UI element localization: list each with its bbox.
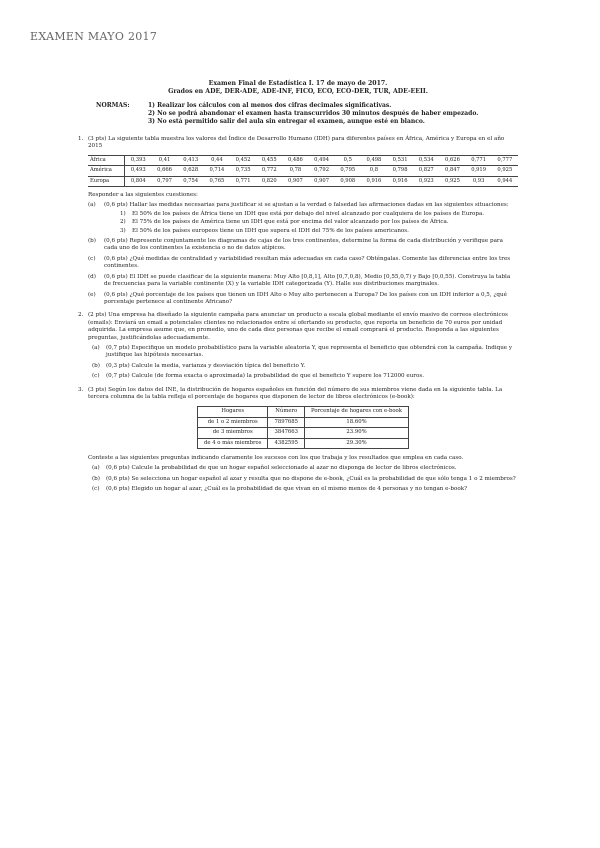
norms-block (96, 102, 518, 126)
part-label: (b) (88, 238, 96, 245)
part-label: (b) (92, 362, 100, 369)
table-cell: 0,666 (151, 166, 177, 176)
table-cell: 0,754 (178, 176, 204, 186)
question-intro: (2 pts) Una empresa ha diseñado la siguiente campaña para anunciar un producto a escala global mediante el envío masivo de correos electrónicos (emails): Enviará un email a potenciales clientes no relacionados entre sí ofertando su producto, que reporta un beneficio de 70 euros por unidad adquirida. La empresa asume que, en promedio, uno de cada diez personas que recibe el email comprará el producto. Responda a las siguientes preguntas, justificándolas adecuadamente. (88, 312, 508, 341)
part-text: (0,6 pts) Hallar las medidas necesarias para justificar si se ajustan a la verdad o falsedad las afirmaciones dadas en las siguientes situaciones: (104, 202, 509, 209)
table-cell: 0,44 (204, 155, 230, 165)
question-part (92, 465, 518, 472)
table-cell: 0,795 (335, 166, 361, 176)
table-row (88, 166, 518, 176)
table-cell: 0,923 (413, 176, 439, 186)
answer-prompt: Responder a las siguientes cuestiones: (88, 192, 198, 199)
table-cell: 0,765 (204, 176, 230, 186)
table-cell: 0,908 (335, 176, 361, 186)
part-text: (0,7 pts) Especifique un modelo probabilístico para la variable aleatoria Y, que representa el beneficio que obtendrá con la campaña. Indique y justifique las hipótesis necesarias. (106, 344, 513, 359)
part-body (104, 292, 518, 307)
page-header: EXAMEN MAYO 2017 (30, 30, 158, 43)
part-text: (0,6 pts) Se selecciona un hogar español al azar y resulta que no dispone de e-book, ¿Cuál es la probabilidad de que sólo tenga 1 o 2 miembros? (106, 475, 516, 482)
table-cell-region: África (88, 155, 125, 165)
norm-item: 1) Realizar los cálculos con al menos dos cifras decimales significativas. (148, 102, 392, 109)
table-cell: 0,777 (492, 155, 518, 165)
table-cell: 18.60% (305, 417, 409, 427)
answer-prompt: Conteste a las siguientes preguntas indicando claramente los sucesos con los que trabaja y los resultados que emplea en cada caso. (88, 455, 464, 461)
part-text: (0,6 pts) ¿Qué medidas de centralidad y variabilidad resultan más adecuadas en cada caso? Obténgalas. Comente las diferencias entre los tres continentes. (104, 255, 511, 270)
table-row (198, 417, 409, 427)
sub-text: El 50% de los países de África tiene un IDH que está por debajo del nivel alcanzado por cualquiera de los países de Europa. (132, 210, 485, 217)
part-body (104, 274, 518, 289)
table-row (198, 438, 409, 448)
table-cell: 0,41 (151, 155, 177, 165)
table-cell: de 1 o 2 miembros (198, 417, 268, 427)
sub-statement (120, 228, 518, 235)
table-cell: 0,919 (466, 166, 492, 176)
part-text: (0,6 pts) Calcule la probabilidad de que un hogar español seleccionado al azar no disponga de lector de libros electrónicos. (106, 465, 457, 472)
part-label: (a) (92, 344, 100, 351)
exam-title: Examen Final de Estadística I. 17 de mayo de 2017. (208, 80, 388, 87)
table-cell: 0,792 (309, 166, 335, 176)
question-part (88, 238, 518, 253)
table-header-row (198, 407, 409, 417)
table-cell: 0,916 (361, 176, 387, 186)
question-number: 1. (78, 136, 84, 142)
table-cell: de 4 o más miembros (198, 438, 268, 448)
part-label: (b) (92, 475, 100, 482)
table-cell: 0,925 (439, 176, 465, 186)
table-cell: 0,714 (204, 166, 230, 176)
question-part (88, 202, 518, 235)
table-row (198, 428, 409, 438)
table-cell: 0,626 (439, 155, 465, 165)
part-label: (d) (88, 273, 96, 280)
table-cell: 4382595 (268, 438, 305, 448)
table-cell: 0,493 (125, 166, 152, 176)
table-row (88, 155, 518, 165)
question-part (88, 274, 518, 289)
part-body (104, 238, 518, 253)
question-part (92, 486, 518, 493)
question-1 (78, 136, 518, 306)
question-3 (78, 387, 518, 494)
part-label: (c) (92, 486, 100, 493)
table-cell: 0,772 (256, 166, 282, 176)
part-label: (e) (88, 291, 96, 298)
table-header-cell: Porcentaje de hogares con e-book (305, 407, 409, 417)
table-cell: 0,771 (230, 176, 256, 186)
question-number: 3. (78, 386, 84, 393)
table-cell: 0,494 (309, 155, 335, 165)
table-cell: 0,804 (125, 176, 152, 186)
table-cell: 0,413 (178, 155, 204, 165)
table-cell: 0,798 (387, 166, 413, 176)
table-cell: 0,907 (309, 176, 335, 186)
question-part (92, 345, 518, 360)
table-cell: 0,628 (178, 166, 204, 176)
part-label: (c) (88, 255, 96, 262)
part-body (104, 256, 518, 271)
sub-label: 3) (120, 227, 126, 234)
part-text: (0,6 pts) Represente conjuntamente los diagramas de cajas de los tres continentes, determine la forma de cada distribución y verifique para cada uno de los continentes la existencia o no de datos atípicos. (104, 238, 503, 252)
table-cell: 0,534 (413, 155, 439, 165)
table-header-cell: Hogares (198, 407, 268, 417)
table-cell: 0,8 (361, 166, 387, 176)
table-cell-region: Europa (88, 176, 125, 186)
part-text: (0,7 pts) Calcule (de forma exacta o aproximada) la probabilidad de que el beneficio Y supere los 712000 euros. (106, 373, 424, 380)
part-label: (a) (92, 465, 100, 472)
table-cell-region: América (88, 166, 125, 176)
table-cell: de 3 miembros (198, 428, 268, 438)
sub-statement (120, 211, 518, 218)
part-label: (c) (92, 373, 100, 380)
exam-subtitle: Grados en ADE, DER-ADE, ADE-INF, FICO, ECO, ECO-DER, TUR, ADE-EEII. (168, 88, 428, 95)
table-cell: 0,452 (230, 155, 256, 165)
norm-item: 3) No está permitido salir del aula sin entregar el examen, aunque esté en blanco. (148, 118, 425, 125)
part-body (104, 202, 518, 235)
table-cell: 3847663 (268, 428, 305, 438)
table-cell: 0,797 (151, 176, 177, 186)
norms-label: NORMAS: (96, 102, 130, 109)
table-cell: 0,944 (492, 176, 518, 186)
question-intro: (3 pts) La siguiente tabla muestra los valores del Índice de Desarrollo Humano (IDH) para diferentes países en África, América y Europa en el año 2015 (88, 136, 505, 150)
table-cell: 0,916 (387, 176, 413, 186)
table-cell: 0,907 (282, 176, 308, 186)
table-cell: 0,455 (256, 155, 282, 165)
table-cell: 0,486 (282, 155, 308, 165)
question-part (92, 476, 518, 483)
part-text: (0,6 pts) ¿Qué porcentaje de los países que tienen un IDH Alto o Muy alto pertenecen a Europa? De los países con un IDH inferior a 0,5, ¿qué porcentaje pertenece al continente Africano? (104, 291, 507, 305)
sub-statement (120, 219, 518, 226)
question-2 (78, 312, 518, 380)
table-row (88, 176, 518, 186)
part-text: (0,6 pts) El IDH se puede clasificar de la siguiente manera: Muy Alto [0,8,1], Alto [0,7,0,8), Medio [0,55,0,7) y Bajo [0,0,55). Construya la tabla de frecuencias para la variable continente (X) y la variable IDH categorizada (Y). Halle sus distribuciones marginales. (104, 273, 511, 288)
table-cell: 0,827 (413, 166, 439, 176)
table-cell: 0,93 (466, 176, 492, 186)
table-cell: 7897685 (268, 417, 305, 427)
sub-text: El 75% de los países de América tiene un IDH que está por encima del valor alcanzado por los países de África. (132, 219, 449, 226)
part-text: (0,3 pts) Calcule la media, varianza y desviación típica del beneficio Y. (106, 362, 306, 369)
sub-text: El 50% de los países europeos tiene un IDH que supera el IDH del 75% de los países americanos. (132, 227, 409, 234)
table-cell: 0,847 (439, 166, 465, 176)
question-part (88, 292, 518, 307)
part-text: (0,6 pts) Elegido un hogar al azar, ¿Cuál es la probabilidad de que vivan en el mismo menos de 4 personas y no tengan e-book? (106, 486, 468, 493)
sub-label: 1) (120, 210, 126, 217)
table-cell: 0,531 (387, 155, 413, 165)
table-cell: 23.90% (305, 428, 409, 438)
question-number: 2. (78, 312, 84, 319)
sub-statements (120, 211, 518, 235)
table-cell: 0,735 (230, 166, 256, 176)
idh-table (88, 155, 518, 187)
households-table (197, 406, 409, 449)
table-header-cell: Número (268, 407, 305, 417)
part-label: (a) (88, 202, 96, 209)
table-cell: 29.30% (305, 438, 409, 448)
table-cell: 0,5 (335, 155, 361, 165)
norm-item: 2) No se podrá abandonar el examen hasta transcurridos 30 minutos después de haber empezado. (148, 110, 479, 117)
sub-label: 2) (120, 219, 126, 226)
table-cell: 0,78 (282, 166, 308, 176)
table-cell: 0,820 (256, 176, 282, 186)
exam-content (78, 80, 518, 494)
question-part (92, 373, 518, 380)
question-part (92, 363, 518, 370)
table-cell: 0,393 (125, 155, 152, 165)
table-cell: 0,498 (361, 155, 387, 165)
table-cell: 0,925 (492, 166, 518, 176)
question-intro: (3 pts) Según los datos del INE, la distribución de hogares españoles en función del número de sus miembros viene dada en la siguiente tabla. La tercera columna de la tabla refleja el porcentaje de hogares que disponen de lector de libros electrónicos (e-book): (88, 386, 503, 400)
table-cell: 0,771 (466, 155, 492, 165)
question-part (88, 256, 518, 271)
